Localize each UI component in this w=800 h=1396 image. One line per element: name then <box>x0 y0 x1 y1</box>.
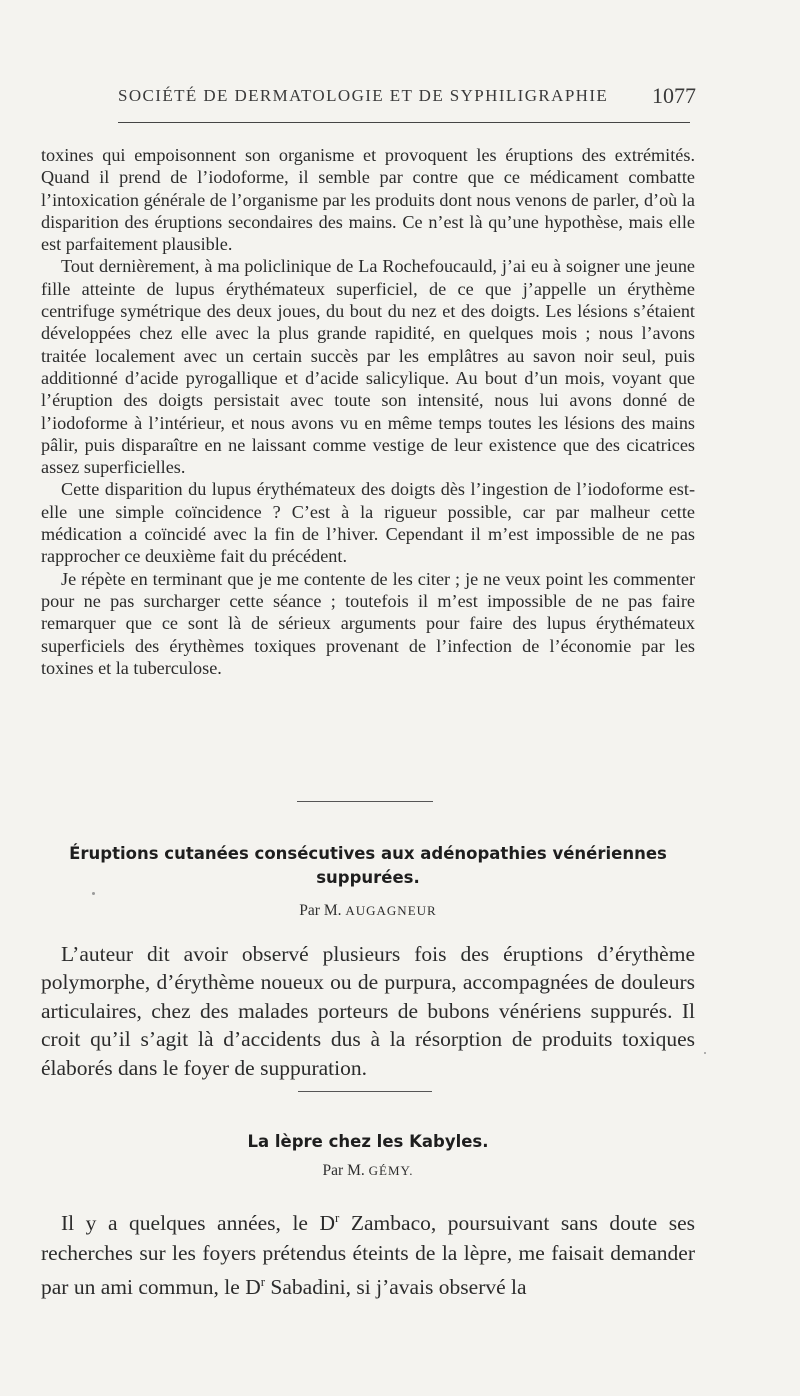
section-separator <box>298 1091 432 1092</box>
text-run: Il y a quelques années, le D <box>61 1211 336 1236</box>
author-name: AUGAGNEUR <box>345 903 437 918</box>
superscript: r <box>335 1211 340 1225</box>
paragraph: Cette disparition du lupus érythémateux des doigts dès l’ingestion de l’iodoforme est-elle une simple coïncidence ? C’est à la rigueur possible, car par malheur cette médication a coïncidé avec la fin de l’hiver. Cependant il m’est impossible de ne pas rapprocher ce deuxième fait du précédent. <box>41 479 695 567</box>
paragraph: Tout dernièrement, à ma policlinique de La Rochefoucauld, j’ai eu à soigner une jeune fille atteinte de lupus érythémateux superficiel, de ce que j’appelle un érythème centrifuge symétrique des deux joues, du bout du nez et des doigts. Les lésions s’étaient développées chez elle avec la plus grande rapidité, en quelques mois ; nous l’avons traitée localement avec un certain succès par les emplâtres au savon noir seul, puis additionné d’acide pyrogallique et d’acide salicylique. Au bout d’un mois, voyant que l’éruption des doigts persistait avec toute son intensité, nous lui avons donné de l’iodoforme à l’intérieur, et nous avons vu en même temps toutes les lésions des mains pâlir, puis disparaître en ne laissant comme vestige de leur existence que des cicatrices assez superficielles. <box>41 256 695 478</box>
article-title-line: Éruptions cutanées consécutives aux adénopathies vénériennes <box>69 844 667 863</box>
text-run: Sabadini, si j’avais observé la <box>265 1275 527 1300</box>
article-byline <box>41 902 695 920</box>
article-body <box>41 1204 695 1303</box>
paper-speck <box>704 1052 706 1054</box>
paper-speck <box>92 892 95 895</box>
section-separator <box>297 801 433 802</box>
byline-prefix: Par M. <box>322 1162 365 1179</box>
article-body <box>41 940 695 1082</box>
paragraph: L’auteur dit avoir observé plusieurs fois des éruptions d’érythème polymorphe, d’érythème noueux ou de purpura, accompagnées de douleurs articulaires, chez des malades porteurs de bubons vénériens suppurés. Il croit qu’il s’agit là d’accidents dus à la résorption de produits toxiques élaborés dans le foyer de suppuration. <box>41 942 695 1080</box>
article-title-line: La lèpre chez les Kabyles. <box>247 1132 489 1151</box>
running-header <box>118 83 696 108</box>
paragraph: toxines qui empoisonnent son organisme et provoquent les éruptions des extrémités. Quand il prend de l’iodoforme, il semble par contre que ce médicament combatte l’intoxication générale de l’organisme par les produits dont nous venons de parler, d’où la disparition des éruptions secondaires des mains. Ce n’est là qu’une hypothèse, mais elle est parfaitement plausible. <box>41 145 695 255</box>
article-title-line: suppurées. <box>316 868 420 887</box>
page-number: 1077 <box>652 83 696 108</box>
paragraph: Je répète en terminant que je me contente de les citer ; je ne veux point les commenter pour ne pas surcharger cette séance ; toutefois il m’est impossible de ne pas faire remarquer que ce sont là de sérieux arguments pour faire des lupus érythémateux superficiels des érythèmes toxiques provenant de l’infection de l’économie par les toxines et la tuberculose. <box>41 568 695 678</box>
text-run: Zambaco, poursuivant sans doute ses recherches sur les foyers prétendus éteints de la lèpre, me faisait demander par un ami commun, le D <box>41 1211 695 1300</box>
superscript: r <box>260 1275 266 1290</box>
article-byline <box>41 1162 695 1180</box>
running-title: SOCIÉTÉ DE DERMATOLOGIE ET DE SYPHILIGRAPHIE <box>118 86 609 105</box>
author-name: GÉMY. <box>368 1163 414 1178</box>
continued-article-text <box>41 144 695 679</box>
article-title <box>41 1130 695 1154</box>
article-title <box>41 842 695 890</box>
byline-prefix: Par M. <box>299 902 342 919</box>
header-rule <box>118 122 690 123</box>
paragraph <box>41 1204 695 1303</box>
